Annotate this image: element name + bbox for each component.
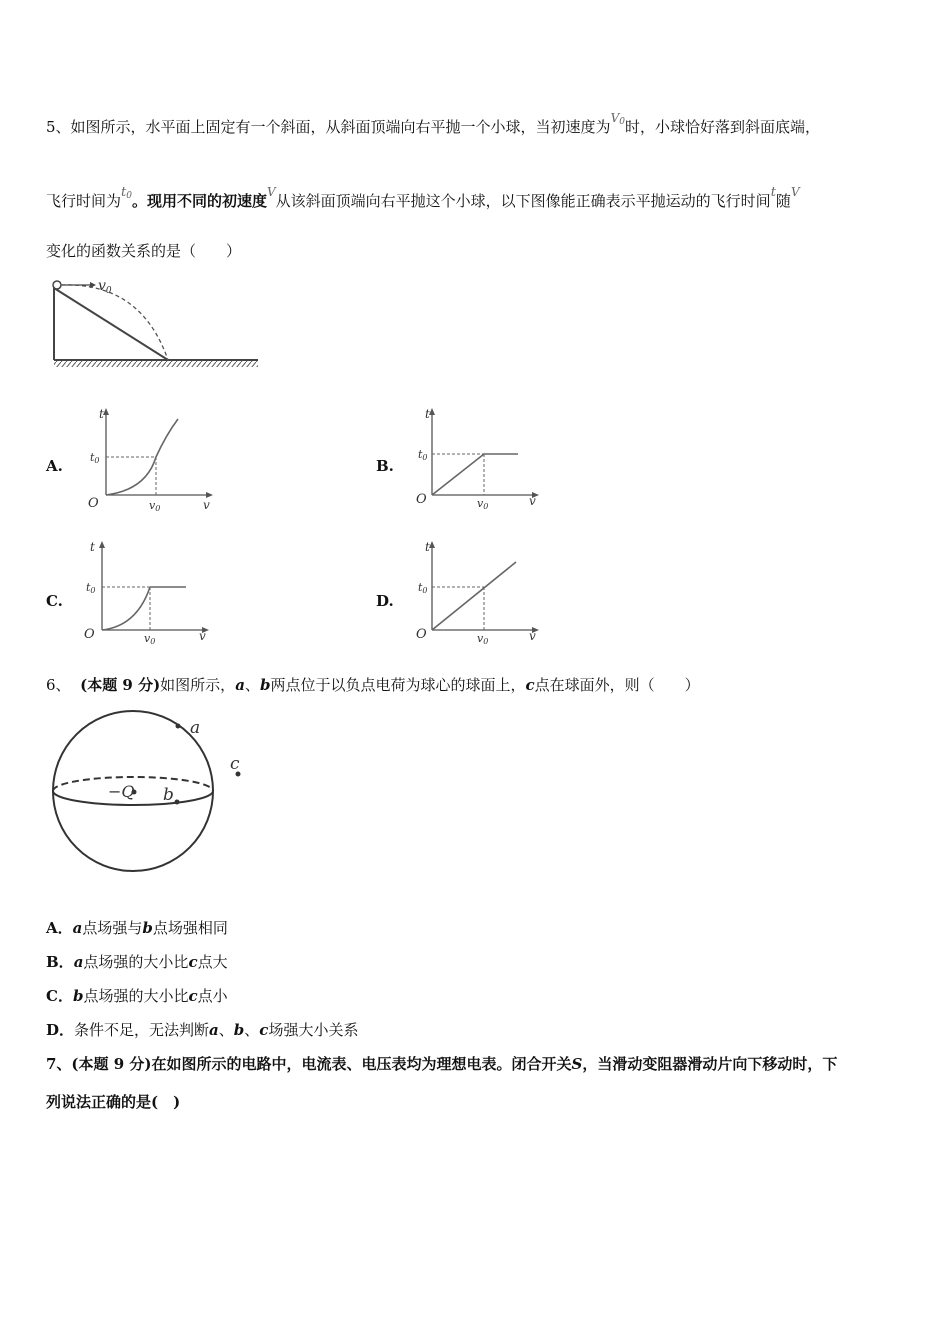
q5-line3: 变化的函数关系的是（ ）	[46, 242, 242, 260]
q6-opt-c-p0: b	[72, 987, 84, 1005]
q6-option-c[interactable]	[46, 985, 228, 1006]
svg-text:v: v	[203, 498, 210, 512]
q5-line1	[46, 111, 820, 137]
q6-text-1: 如图所示，	[160, 676, 236, 694]
q5-text-5: 从该斜面顶端向右平抛这个小球，以下图像能正确表示平抛运动的飞行时间	[275, 192, 771, 210]
svg-text:O: O	[84, 627, 95, 642]
svg-text:O: O	[416, 492, 427, 507]
svg-text:t0: t0	[86, 581, 96, 595]
curve-b	[432, 454, 518, 495]
q6-opt-b-p3: 点大	[197, 953, 228, 971]
curve-c	[102, 587, 150, 630]
svg-text:v0: v0	[477, 632, 489, 646]
ground-hatch	[54, 361, 258, 367]
q6-option-b[interactable]	[46, 951, 228, 972]
point-a	[176, 724, 181, 729]
q6-opt-d-p4: 、	[244, 1021, 260, 1039]
v-symbol: V	[267, 185, 276, 199]
q6-c: c	[525, 676, 535, 694]
svg-text:t0: t0	[90, 451, 100, 465]
q6-opt-a-p1: 点场强与	[82, 919, 143, 937]
curve-d	[432, 562, 516, 630]
svg-text:t0: t0	[418, 448, 428, 462]
q6-opt-a-p2: b	[142, 919, 153, 937]
svg-text:t: t	[90, 540, 95, 554]
q6-text-3: 点在球面外，则（ ）	[534, 676, 700, 694]
t0-symbol	[121, 185, 132, 200]
v-symbol-2: V	[790, 185, 800, 199]
svg-text:t: t	[99, 407, 104, 421]
svg-text:O: O	[416, 627, 427, 642]
charge-label: −Q	[108, 782, 135, 801]
q6-opt-d-label: D．	[46, 1021, 75, 1039]
t0-sym-letter: t	[121, 185, 127, 200]
incline-slope	[54, 288, 168, 360]
q6-opt-a-p3: 点场强相同	[152, 919, 228, 937]
t-symbol: t	[770, 185, 776, 200]
svg-text:t: t	[425, 407, 430, 421]
q7-text-1: 7、(本题 9 分)在如图所示的电路中，电流表、电压表均为理想电表。闭合开关	[46, 1055, 572, 1073]
q6-a: a	[235, 676, 245, 694]
q6-opt-c-label: C．	[46, 987, 73, 1005]
point-a-label: a	[190, 718, 201, 738]
v0-sym-letter: V	[610, 111, 620, 125]
point-c-label: c	[230, 754, 240, 774]
graph-a[interactable]	[86, 405, 216, 515]
q5-text-3: 飞行时间为	[46, 192, 122, 210]
svg-text:O: O	[88, 496, 99, 511]
q6-number: 6、	[46, 676, 71, 694]
q6-opt-a-label: A．	[46, 919, 73, 937]
point-b	[175, 800, 180, 805]
sphere-figure	[46, 704, 256, 880]
q6-opt-b-label: B．	[46, 953, 74, 971]
q6-option-d[interactable]	[46, 1019, 358, 1040]
svg-text:v0: v0	[477, 497, 489, 511]
q6-b: b	[259, 676, 271, 694]
q6-opt-d-p1: a	[209, 1021, 219, 1039]
q6-opt-c-p1: 点场强的大小比	[83, 987, 189, 1005]
q7-line1	[46, 1053, 837, 1074]
incline-figure	[46, 272, 266, 372]
v0-figure-label: $v_0$	[98, 278, 112, 296]
svg-text:v: v	[529, 629, 536, 643]
svg-text:v0: v0	[149, 499, 161, 513]
q6-stem	[46, 674, 700, 695]
q5-text-1: 5、如图所示，水平面上固定有一个斜面，从斜面顶端向右平抛一个小球，当初速度为	[46, 118, 611, 136]
q6-opt-b-p0: a	[73, 953, 84, 971]
q6-opt-c-p3: 点小	[197, 987, 228, 1005]
q6-opt-a-p0: a	[72, 919, 83, 937]
q6-opt-d-p5: c	[259, 1021, 269, 1039]
svg-text:v: v	[199, 629, 206, 643]
option-d-label[interactable]: D.	[376, 592, 394, 610]
q6-sep: 、	[244, 676, 260, 694]
point-b-label: b	[163, 785, 174, 805]
q6-opt-b-p1: 点场强的大小比	[83, 953, 189, 971]
option-a-label[interactable]: A.	[46, 457, 63, 475]
svg-text:t0: t0	[418, 581, 428, 595]
q6-opt-d-p0: 条件不足，无法判断	[74, 1021, 210, 1039]
q7-line2: 列说法正确的是( )	[46, 1093, 181, 1111]
option-b-label[interactable]: B.	[376, 457, 394, 475]
q5-text-4: 。现用不同的初速度	[131, 192, 267, 210]
q6-opt-c-p2: c	[188, 987, 198, 1005]
graph-b[interactable]	[412, 405, 542, 515]
q6-text-2: 两点位于以负点电荷为球心的球面上，	[270, 676, 526, 694]
q6-opt-d-p3: b	[233, 1021, 245, 1039]
option-c-label[interactable]: C.	[46, 592, 63, 610]
graph-d[interactable]	[412, 538, 542, 648]
q5-text-6: 随	[775, 192, 791, 210]
graph-c[interactable]	[82, 538, 212, 648]
svg-text:t: t	[425, 540, 430, 554]
q6-opt-d-p2: 、	[218, 1021, 234, 1039]
q7-text-2: ，当滑动变阻器滑动片向下移动时，下	[582, 1055, 838, 1073]
v0-sym-sub: 0	[619, 117, 625, 127]
q6-points: (本题 9 分)	[80, 676, 161, 694]
v0-symbol	[611, 111, 625, 125]
svg-text:v0: v0	[144, 632, 156, 646]
q6-option-a[interactable]	[46, 917, 228, 938]
q7-switch-s: S	[571, 1055, 583, 1073]
t0-sym-sub: 0	[126, 191, 132, 201]
q6-opt-b-p2: c	[188, 953, 198, 971]
q5-line2	[46, 185, 800, 211]
q5-text-2: 时，小球恰好落到斜面底端，	[624, 118, 820, 136]
svg-text:v: v	[529, 494, 536, 508]
q6-opt-d-p6: 场强大小关系	[268, 1021, 359, 1039]
ball	[53, 281, 61, 289]
